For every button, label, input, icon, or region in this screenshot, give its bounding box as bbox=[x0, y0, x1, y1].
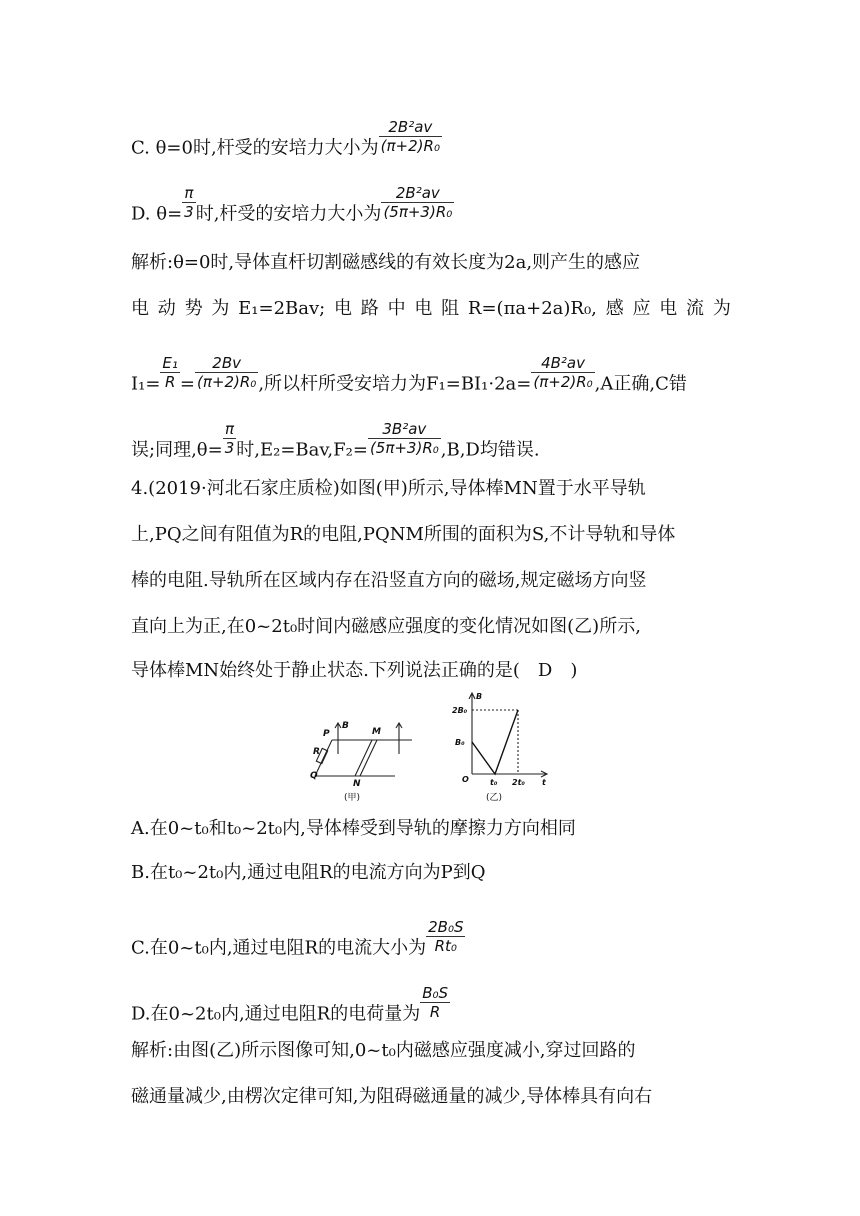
analysis-line-4 bbox=[131, 420, 540, 469]
caption-yi: (乙) bbox=[486, 793, 503, 803]
denominator: (5π+3)R₀ bbox=[369, 439, 439, 457]
option-c-prev bbox=[131, 118, 442, 167]
question-4-line-3: 棒的电阻.导轨所在区域内存在沿竖直方向的磁场,规定磁场方向竖 bbox=[131, 570, 647, 591]
analysis-line-1: 解析:θ=0时,导体直杆切割磁感线的有效长度为2a,则产生的感应 bbox=[131, 252, 641, 273]
option-d-prefix: D.在0~2t₀内,通过电阻R的电荷量为 bbox=[131, 1003, 421, 1025]
label-b: B bbox=[342, 721, 349, 731]
denominator: (5π+3)R₀ bbox=[383, 203, 453, 221]
fraction bbox=[381, 184, 454, 221]
analysis-4-prefix: 误;同理,θ= bbox=[131, 439, 223, 461]
denominator: R bbox=[164, 373, 176, 391]
word: 电 bbox=[334, 298, 352, 319]
analysis-4-tail: ,B,D均错误. bbox=[440, 439, 540, 461]
numerator: B₀S bbox=[422, 984, 449, 1002]
option-c-text: C. θ=0时,杆受的安培力大小为 bbox=[131, 137, 379, 159]
numerator: 4B²av bbox=[541, 354, 585, 372]
label-r: R bbox=[313, 747, 320, 757]
word: R=(πa+2a)R₀, bbox=[467, 298, 597, 319]
numerator: 2B²av bbox=[395, 184, 440, 202]
word: 为 bbox=[712, 298, 731, 319]
caption-jia: (甲) bbox=[344, 793, 361, 803]
question-4-line-2: 上,PQ之间有阻值为R的电阻,PQNM所围的面积为S,不计导轨和导体 bbox=[131, 524, 676, 545]
option-d bbox=[131, 984, 450, 1033]
option-d-text: D. θ= bbox=[131, 203, 183, 225]
analysis-line-2 bbox=[131, 298, 731, 320]
fraction bbox=[368, 420, 441, 457]
word: 流 bbox=[686, 298, 705, 319]
tick-2t0: 2t₀ bbox=[512, 778, 525, 787]
option-c bbox=[131, 918, 465, 967]
word: 应 bbox=[632, 298, 651, 319]
fraction bbox=[160, 354, 180, 391]
axis-y-label: B bbox=[476, 692, 483, 701]
option-b: B.在t₀~2t₀内,通过电阻R的电流方向为P到Q bbox=[131, 862, 486, 883]
option-d-mid: 时,杆受的安培力大小为 bbox=[195, 203, 382, 225]
analysis-4-mid: 时,E₂=Bav,F₂= bbox=[236, 439, 368, 461]
numerator: π bbox=[224, 420, 234, 438]
origin-label: O bbox=[462, 775, 469, 784]
tick-t0: t₀ bbox=[490, 778, 498, 787]
analysis-3-tail: ,A正确,C错 bbox=[594, 373, 687, 395]
option-a: A.在0~t₀和t₀~2t₀内,导体棒受到导轨的摩擦力方向相同 bbox=[131, 818, 576, 839]
denominator: (π+2)R₀ bbox=[197, 373, 257, 391]
denominator: Rt₀ bbox=[434, 937, 457, 955]
equals: = bbox=[179, 373, 196, 395]
numerator: 2B₀S bbox=[428, 918, 464, 936]
word: 电 bbox=[131, 298, 149, 319]
denominator: (π+2)R₀ bbox=[380, 137, 440, 155]
fraction-theta bbox=[182, 184, 196, 221]
figure-yi bbox=[452, 690, 552, 804]
word: E₁=2Bav; bbox=[238, 298, 326, 319]
b-field-curve bbox=[472, 710, 518, 774]
word: 路 bbox=[360, 298, 379, 319]
word: 动 bbox=[157, 298, 176, 319]
tick-2b0: 2B₀ bbox=[452, 706, 468, 715]
word: 中 bbox=[387, 298, 406, 319]
numerator: 2B²av bbox=[388, 118, 433, 136]
fraction bbox=[379, 118, 442, 155]
analysis-3-mid: ,所以杆所受安培力为F₁=BI₁·2a= bbox=[258, 373, 532, 395]
tick-b0: B₀ bbox=[455, 738, 465, 747]
label-n: N bbox=[353, 779, 361, 789]
denominator: R bbox=[429, 1003, 441, 1021]
word: 势 bbox=[184, 298, 203, 319]
question-4-line-5: 导体棒MN始终处于静止状态.下列说法正确的是( D ) bbox=[131, 660, 578, 681]
denominator: (π+2)R₀ bbox=[533, 373, 593, 391]
i-prefix: I₁= bbox=[131, 373, 161, 395]
numerator: E₁ bbox=[162, 354, 178, 372]
numerator: π bbox=[184, 184, 194, 202]
fraction bbox=[426, 918, 465, 955]
analysis-line-5: 解析:由图(乙)所示图像可知,0~t₀内磁感应强度减小,穿过回路的 bbox=[131, 1040, 636, 1061]
option-d-prev bbox=[131, 184, 454, 233]
denominator: 3 bbox=[184, 203, 194, 221]
option-c-prefix: C.在0~t₀内,通过电阻R的电流大小为 bbox=[131, 937, 427, 959]
label-p: P bbox=[323, 729, 330, 739]
word: 电 bbox=[414, 298, 433, 319]
word: 阻 bbox=[441, 298, 460, 319]
question-4-line-1: 4.(2019·河北石家庄质检)如图(甲)所示,导体棒MN置于水平导轨 bbox=[131, 478, 646, 499]
analysis-line-3 bbox=[131, 354, 687, 403]
fraction bbox=[420, 984, 450, 1021]
question-4-line-4: 直向上为正,在0~2t₀时间内磁感应强度的变化情况如图(乙)所示, bbox=[131, 616, 641, 637]
label-m: M bbox=[372, 727, 381, 737]
fraction bbox=[195, 354, 258, 391]
label-q: Q bbox=[310, 771, 318, 781]
fraction-theta bbox=[223, 420, 237, 457]
fraction bbox=[531, 354, 594, 391]
word: 电 bbox=[659, 298, 678, 319]
word: 为 bbox=[211, 298, 230, 319]
figure-jia bbox=[310, 714, 422, 804]
analysis-line-6: 磁通量减少,由楞次定律可知,为阻碍磁通量的减少,导体棒具有向右 bbox=[131, 1086, 653, 1107]
denominator: 3 bbox=[224, 439, 235, 457]
axis-x-label: t bbox=[542, 778, 546, 787]
numerator: 2Bv bbox=[212, 354, 242, 372]
numerator: 3B²av bbox=[382, 420, 427, 438]
word: 感 bbox=[605, 298, 624, 319]
